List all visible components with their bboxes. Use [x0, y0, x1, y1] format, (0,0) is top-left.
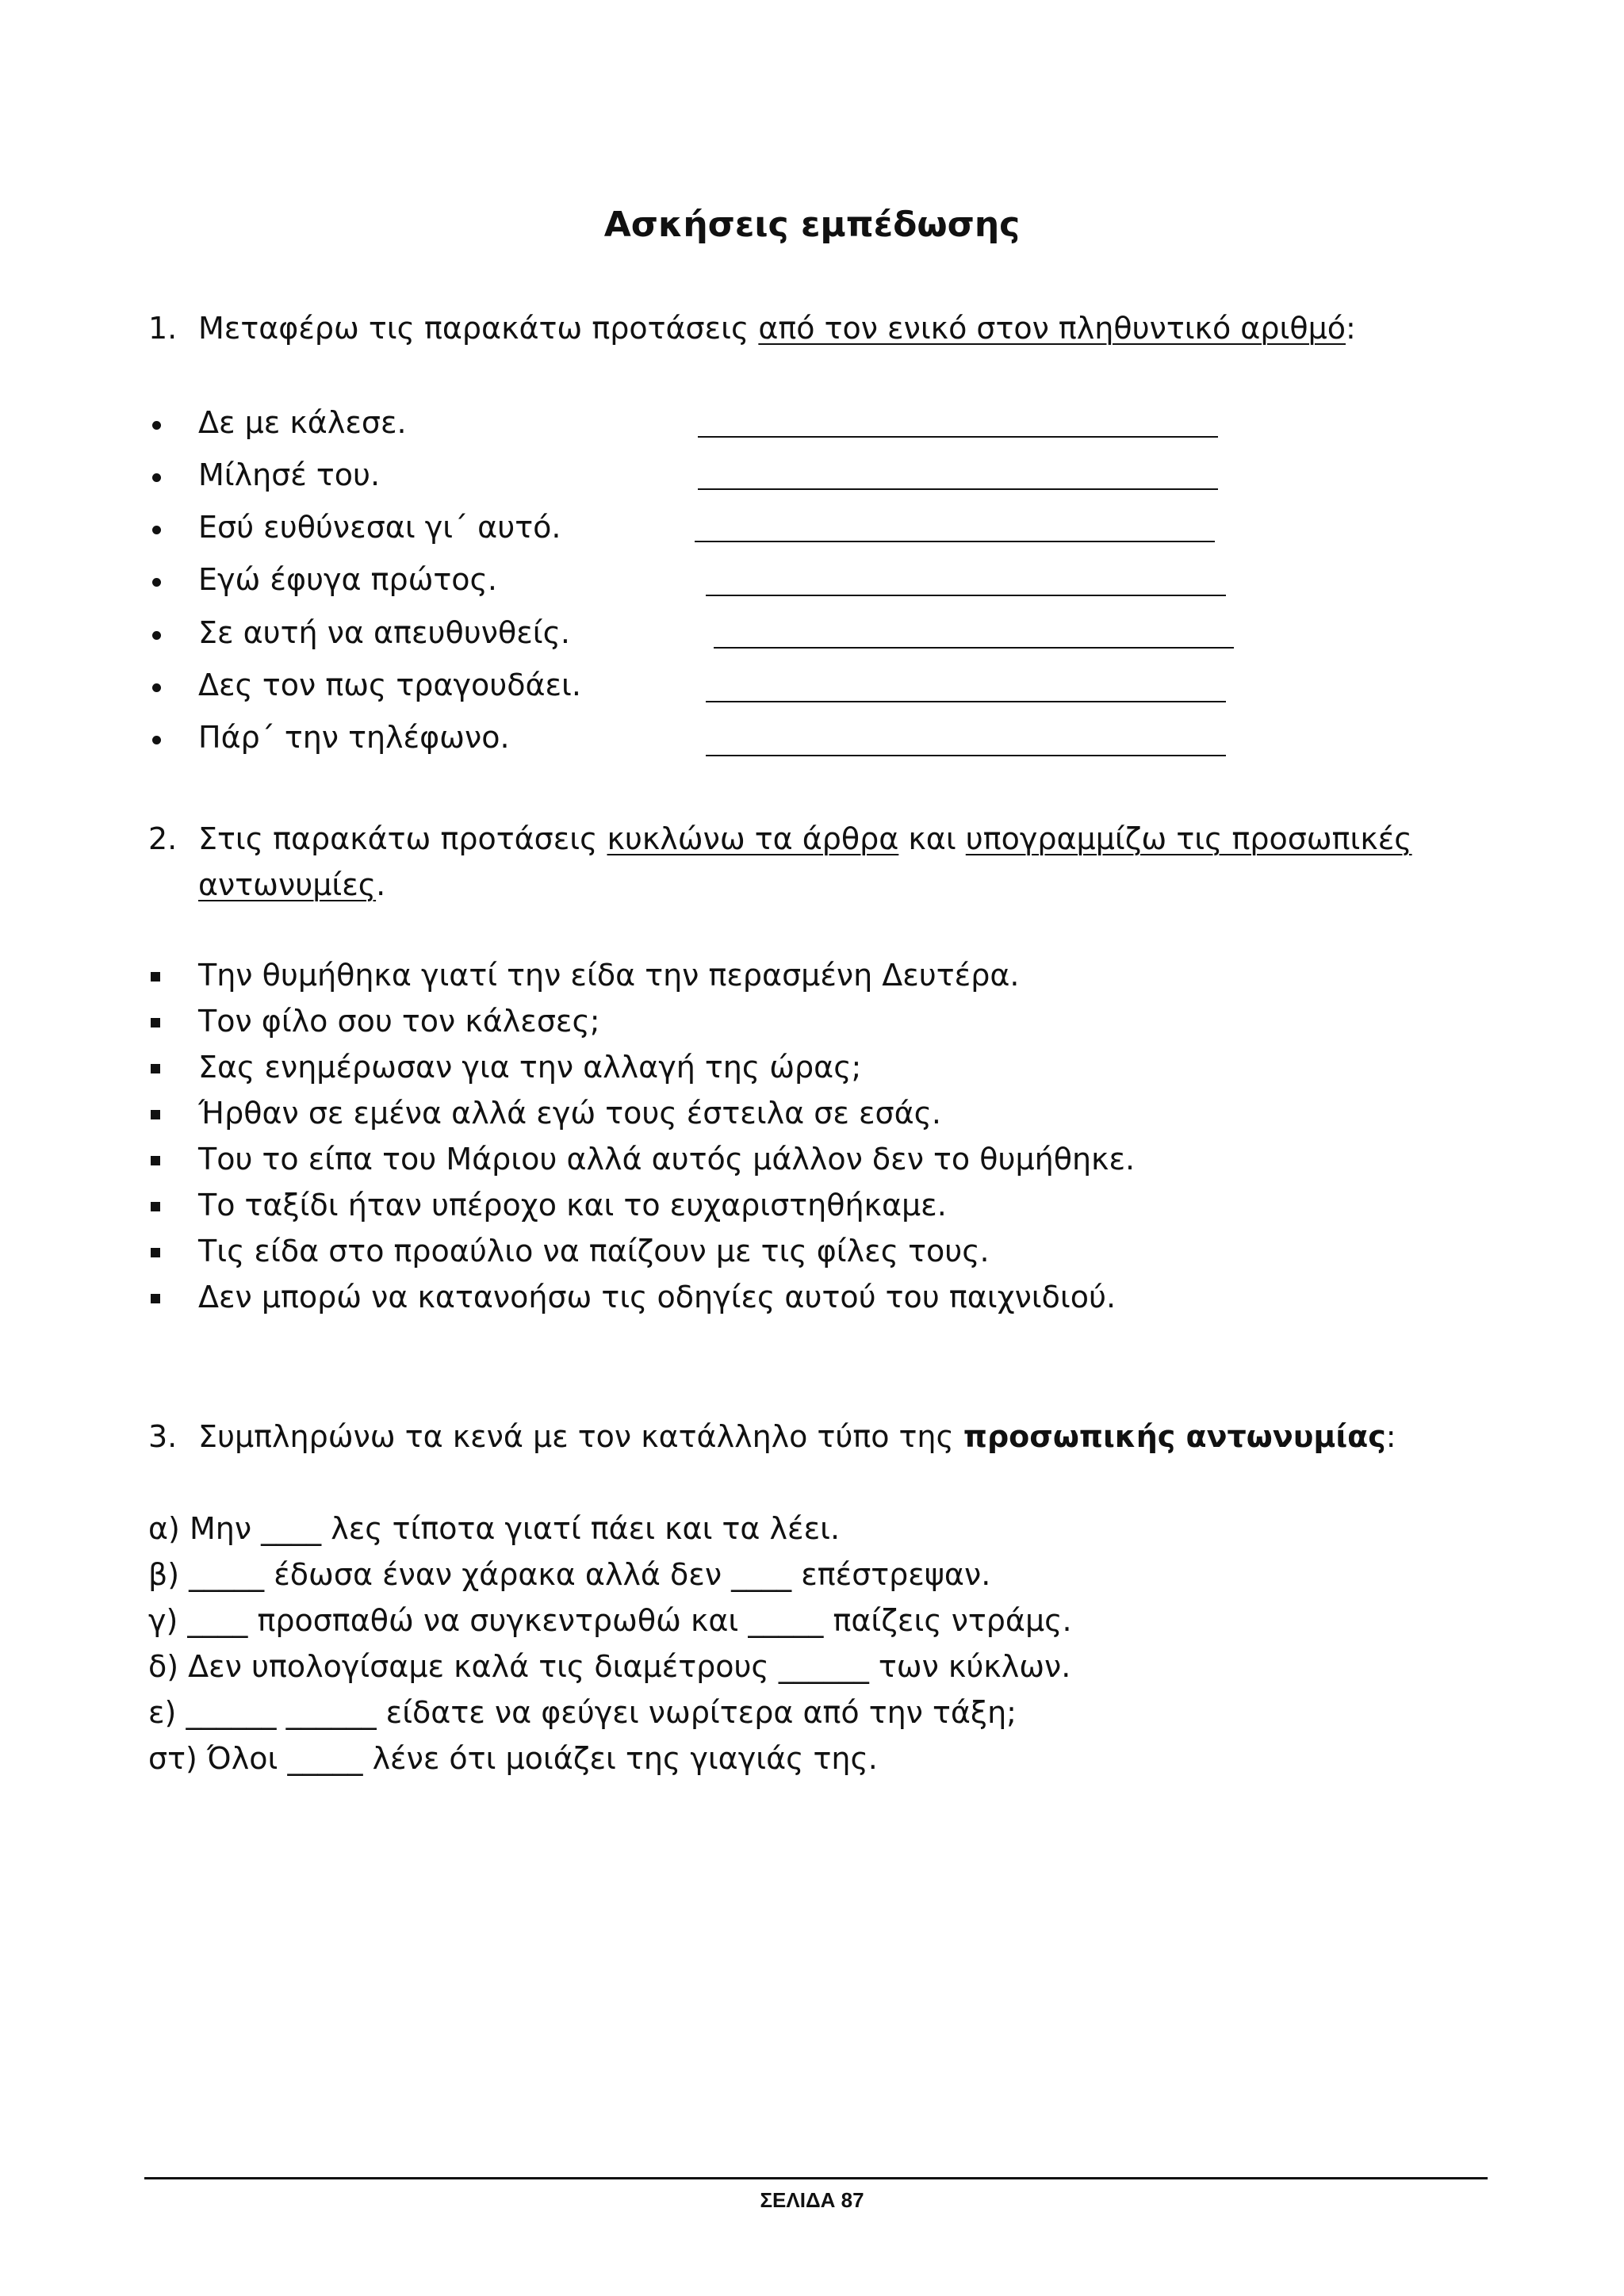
- page-number: ΣΕΛΙΔΑ 87: [760, 2188, 864, 2212]
- answer-line[interactable]: [714, 647, 1234, 649]
- ex3-number: 3.: [148, 1419, 178, 1454]
- sentence-text: λες τίποτα γιατί πάει και τα λέει.: [331, 1511, 841, 1546]
- ex3-sentence-e: [148, 1695, 1017, 1730]
- answer-line[interactable]: [706, 701, 1226, 702]
- ex2-item: Δεν μπορώ να κατανοήσω τις οδηγίες αυτού του παιχνιδιού.: [198, 1280, 1116, 1314]
- ex3-sentence-b: [148, 1557, 990, 1592]
- bullet-icon: [152, 421, 161, 430]
- ex2-item: Το ταξίδι ήταν υπέροχο και το ευχαριστηθήκαμε.: [198, 1188, 947, 1223]
- sentence-text: είδατε να φεύγει νωρίτερα από την τάξη;: [385, 1695, 1017, 1730]
- blank-field[interactable]: _____: [748, 1603, 824, 1638]
- sentence-label: α): [148, 1511, 180, 1546]
- ex3-bold: προσωπικής αντωνυμίας: [963, 1419, 1386, 1454]
- sentence-text: προσπαθώ να συγκεντρωθώ και: [257, 1603, 739, 1638]
- bullet-icon: [151, 1248, 160, 1257]
- footer-rule: [144, 2177, 1488, 2179]
- blank-field[interactable]: ____: [731, 1557, 792, 1592]
- ex1-item: Σε αυτή να απευθυνθείς.: [198, 615, 571, 650]
- ex2-item: Σας ενημέρωσαν για την αλλαγή της ώρας;: [198, 1050, 862, 1085]
- ex2-item: Την θυμήθηκα γιατί την είδα την περασμένη Δευτέρα.: [198, 958, 1020, 993]
- sentence-text: επέστρεψαν.: [801, 1557, 991, 1592]
- ex1-instruction-text: Μεταφέρω τις παρακάτω προτάσεις: [198, 311, 759, 346]
- sentence-text: λένε ότι μοιάζει της γιαγιάς της.: [372, 1741, 878, 1776]
- bullet-icon: [151, 1202, 160, 1211]
- ex2-instruction-line1: [198, 821, 1412, 856]
- bullet-icon: [152, 683, 161, 692]
- blank-field[interactable]: ______: [186, 1695, 277, 1730]
- ex3-sentence-f: [148, 1741, 878, 1776]
- ex2-item: Τις είδα στο προαύλιο να παίζουν με τις φίλες τους.: [198, 1234, 990, 1269]
- ex2-item: Τον φίλο σου τον κάλεσες;: [198, 1004, 600, 1039]
- ex1-instruction-colon: :: [1346, 311, 1356, 346]
- blank-field[interactable]: _____: [287, 1741, 363, 1776]
- blank-field[interactable]: ______: [285, 1695, 377, 1730]
- answer-line[interactable]: [698, 436, 1218, 438]
- ex3-text: Συμπληρώνω τα κενά με τον κατάλληλο τύπο της: [198, 1419, 963, 1454]
- ex1-item: Δε με κάλεσε.: [198, 405, 407, 440]
- sentence-label: ε): [148, 1695, 177, 1730]
- ex3-sentence-a: [148, 1511, 840, 1546]
- sentence-text: Όλοι: [206, 1741, 278, 1776]
- ex2-underlined-pronouns: υπογραμμίζω τις προσωπικές: [965, 821, 1412, 856]
- blank-field[interactable]: ____: [187, 1603, 248, 1638]
- ex2-underlined-pronouns-cont: αντωνυμίες: [198, 867, 377, 902]
- bullet-icon: [152, 578, 161, 587]
- bullet-icon: [151, 1294, 160, 1303]
- page-title: Ασκήσεις εμπέδωσης: [603, 205, 1021, 245]
- bullet-icon: [151, 1064, 160, 1073]
- bullet-icon: [151, 1156, 160, 1165]
- ex1-instruction: [198, 311, 1356, 346]
- answer-line[interactable]: [706, 755, 1226, 756]
- ex2-underlined-articles: κυκλώνω τα άρθρα: [607, 821, 899, 856]
- ex2-item: Ήρθαν σε εμένα αλλά εγώ τους έστειλα σε εσάς.: [198, 1096, 941, 1131]
- answer-line[interactable]: [706, 595, 1226, 596]
- ex1-number: 1.: [148, 311, 178, 346]
- sentence-text: έδωσα έναν χάρακα αλλά δεν: [274, 1557, 722, 1592]
- ex1-instruction-underlined: από τον ενικό στον πληθυντικό αριθμό: [758, 311, 1346, 346]
- bullet-icon: [152, 736, 161, 744]
- bullet-icon: [152, 526, 161, 534]
- blank-field[interactable]: ____: [261, 1511, 322, 1546]
- ex1-item: Δες τον πως τραγουδάει.: [198, 668, 581, 702]
- bullet-icon: [151, 972, 160, 982]
- ex3-colon: :: [1385, 1419, 1396, 1454]
- ex1-item: Εσύ ευθύνεσαι γι΄ αυτό.: [198, 510, 561, 545]
- ex1-item: Εγώ έφυγα πρώτος.: [198, 562, 497, 597]
- sentence-label: στ): [148, 1741, 197, 1776]
- ex3-sentence-c: [148, 1603, 1072, 1638]
- ex2-text: .: [376, 867, 386, 902]
- ex3-instruction: [198, 1419, 1396, 1454]
- bullet-icon: [151, 1110, 160, 1119]
- sentence-text: των κύκλων.: [878, 1649, 1071, 1684]
- answer-line[interactable]: [698, 488, 1218, 490]
- ex3-sentence-d: [148, 1649, 1071, 1684]
- ex2-number: 2.: [148, 821, 178, 856]
- blank-field[interactable]: _____: [189, 1557, 265, 1592]
- ex2-text: Στις παρακάτω προτάσεις: [198, 821, 607, 856]
- sentence-label: δ): [148, 1649, 179, 1684]
- ex1-item: Πάρ΄ την τηλέφωνο.: [198, 720, 510, 755]
- bullet-icon: [152, 473, 161, 482]
- sentence-text: Δεν υπολογίσαμε καλά τις διαμέτρους: [188, 1649, 769, 1684]
- sentence-text: Μην: [189, 1511, 252, 1546]
- answer-line[interactable]: [695, 541, 1215, 542]
- ex2-instruction-line2: [198, 867, 385, 902]
- sentence-label: γ): [148, 1603, 178, 1638]
- bullet-icon: [152, 631, 161, 640]
- ex2-item: Του το είπα του Μάριου αλλά αυτός μάλλον δεν το θυμήθηκε.: [198, 1142, 1136, 1177]
- ex2-text: και: [898, 821, 966, 856]
- sentence-text: παίζεις ντράμς.: [833, 1603, 1072, 1638]
- sentence-label: β): [148, 1557, 180, 1592]
- blank-field[interactable]: ______: [778, 1649, 869, 1684]
- bullet-icon: [151, 1018, 160, 1027]
- ex1-item: Μίλησέ του.: [198, 457, 381, 492]
